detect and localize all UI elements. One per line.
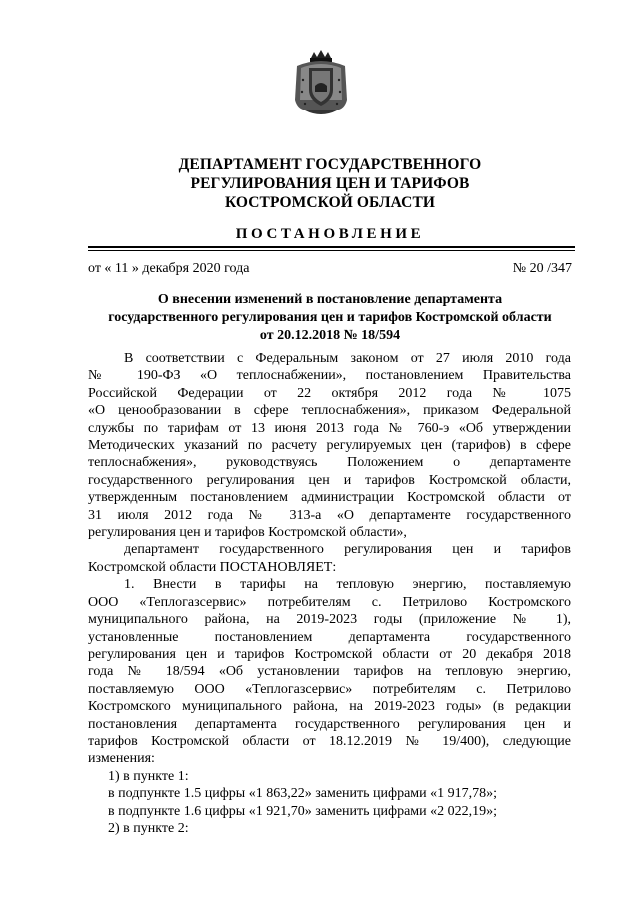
body-line: № 190-ФЗ «О теплоснабжении», постановлением Правительства (88, 368, 571, 384)
body-line: Методических указаний по расчету регулируемых цен (тарифов) в сфере (88, 438, 571, 454)
department-name-line: ДЕПАРТАМЕНТ ГОСУДАРСТВЕННОГО (178, 156, 482, 173)
body-line: изменения: (88, 751, 155, 767)
body-line: 1) в пункте 1: (108, 768, 189, 784)
body-line: в подпункте 1.5 цифры «1 863,22» заменить цифрами «1 917,78»; (108, 786, 498, 802)
body-line: 31 июля 2012 года № 313-а «О департаменте государственного (88, 507, 571, 523)
subject-line: от 20.12.2018 № 18/594 (259, 328, 401, 343)
body-line: года № 18/594 «Об установлении тарифов на тепловую энергию, (88, 664, 571, 680)
body-line: «О ценообразовании в сфере теплоснабжения», приказом Федеральной (88, 403, 571, 419)
body-line: службы по тарифам от 13 июня 2013 года № 760-э «Об утверждении (88, 420, 571, 436)
body-line: поставляемую ООО «Теплогазсервис» потребителям с. Петрилово (88, 681, 571, 697)
subject-line: государственного регулирования цен и тарифов Костромской области (108, 310, 552, 325)
document-body (88, 350, 571, 837)
document-number: № 20 /347 (512, 261, 572, 276)
document-type-title: ПОСТАНОВЛЕНИЕ (235, 226, 425, 242)
body-line: 2) в пункте 2: (108, 820, 189, 836)
department-name-line: РЕГУЛИРОВАНИЯ ЦЕН И ТАРИФОВ (190, 175, 470, 192)
subject-line: О внесении изменений в постановление департамента (157, 292, 503, 307)
header-rule-thin (88, 250, 575, 251)
body-line: теплоснабжения», руководствуясь Положением о департаменте (88, 455, 571, 471)
department-name (90, 155, 570, 212)
body-line: департамент государственного регулирования цен и тарифов (124, 542, 571, 558)
body-line: Российской Федерации от 22 октября 2012 года № 1075 (88, 385, 571, 401)
body-line: утвержденным постановлением администрации Костромской области от (88, 490, 571, 506)
body-line: муниципального района, на 2019-2023 годы (приложение № 1), (88, 612, 571, 628)
body-line: тарифов Костромской области от 18.12.2019 № 19/400), следующие (88, 733, 571, 749)
document-subject (90, 291, 570, 345)
body-line: Костромского муниципального района, на 2019-2023 годы» (в редакции (88, 699, 571, 715)
body-line: регулирования цен и тарифов Костромской области», (88, 525, 407, 541)
body-line: государственного регулирования цен и тарифов Костромской области, (88, 472, 571, 488)
department-name-line: КОСТРОМСКОЙ ОБЛАСТИ (224, 194, 436, 211)
body-line: в подпункте 1.6 цифры «1 921,70» заменить цифрами «2 022,19»; (108, 803, 498, 819)
body-line: Костромской области ПОСТАНОВЛЯЕТ: (88, 559, 337, 575)
body-line: В соответствии с Федеральным законом от 27 июля 2010 года (124, 351, 571, 366)
body-line: постановления департамента государственного регулирования цен и (88, 716, 571, 732)
body-line: 1. Внести в тарифы на тепловую энергию, поставляемую (124, 577, 571, 593)
coat-of-arms-emblem (293, 50, 349, 120)
body-line: установленные постановлением департамента государственного (88, 629, 571, 645)
document-date: от « 11 » декабря 2020 года (88, 261, 250, 276)
body-line: регулирования цен и тарифов Костромской области от 20 декабря 2018 (88, 646, 571, 662)
header-rule-thick (88, 246, 575, 248)
body-line: ООО «Теплогазсервис» потребителям с. Петрилово Костромского (88, 594, 571, 610)
